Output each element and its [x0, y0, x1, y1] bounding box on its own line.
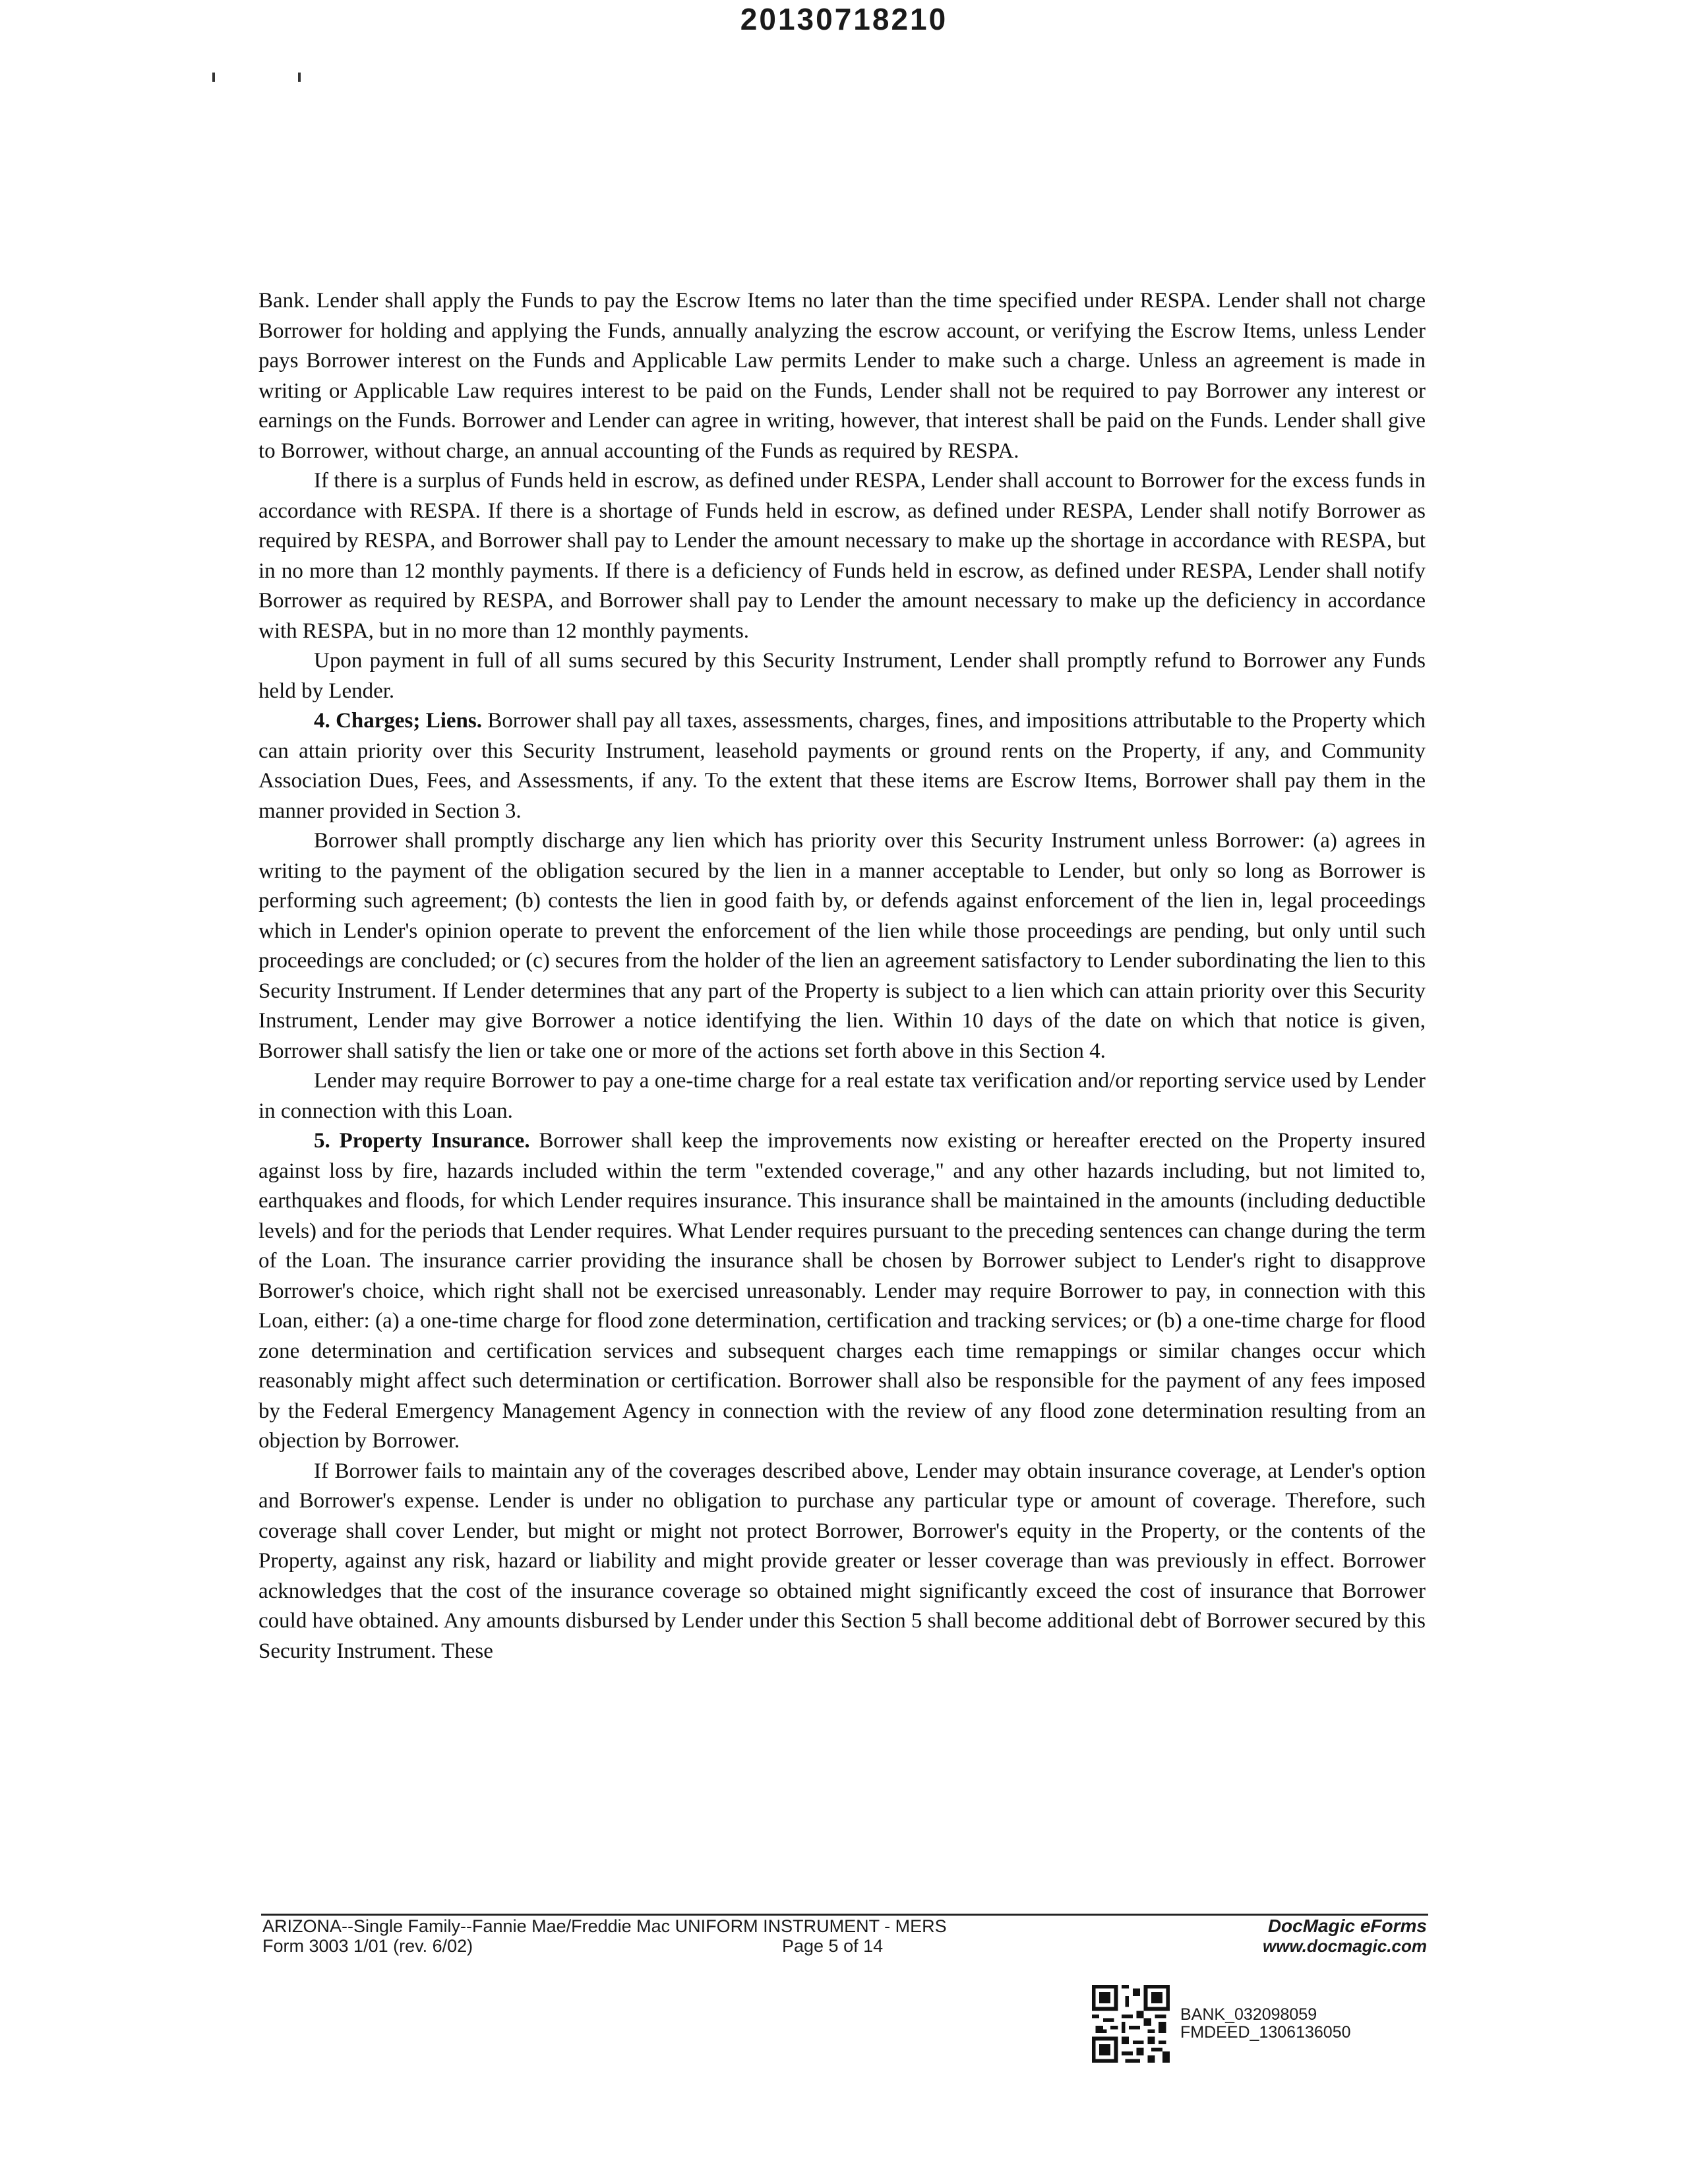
- scan-mark: [298, 73, 301, 82]
- section-4-text: Borrower shall pay all taxes, assessments, charges, fines, and impositions attributable to the Property which can attain priority over this Security Instrument, leasehold payments or ground rents on the Property, if any, and Community Association Dues, Fees, and Assessments, if any. To the extent that these items are Escrow Items, Borrower shall pay them in the manner provided in Section 3.: [258, 709, 1426, 823]
- docmagic-url: www.docmagic.com: [1263, 1936, 1427, 1956]
- section-5-heading: 5. Property Insurance.: [314, 1129, 530, 1153]
- paragraph-discharge-lien: Borrower shall promptly discharge any lien which has priority over this Security Instrument unless Borrower: (a) agrees in writing to the payment of the obligation secured by the lien in a manner acceptable to Lender, but only so long as Borrower is performing such agreement; (b) contests the lien in good faith by, or defends against enforcement of the lien in, legal proceedings which in Lender's opinion operate to prevent the enforcement of the lien while those proceedings are pending, but only until such proceedings are concluded; or (c) secures from the holder of the lien an agreement satisfactory to Lender subordinating the lien to this Security Instrument. If Lender determines that any part of the Property is subject to a lien which can attain priority over this Security Instrument, Lender may give Borrower a notice identifying the lien. Within 10 days of the date on which that notice is given, Borrower shall satisfy the lien or take one or more of the actions set forth above in this Section 4.: [258, 829, 1426, 1063]
- footer-form-number: Form 3003 1/01 (rev. 6/02): [262, 1936, 473, 1956]
- section-5-property-insurance: [258, 1126, 1426, 1457]
- footer-divider: [261, 1914, 1428, 1916]
- footer-form-title: ARIZONA--Single Family--Fannie Mae/Freddie Mac UNIFORM INSTRUMENT - MERS: [262, 1916, 947, 1936]
- paragraph-escrow-funds: Bank. Lender shall apply the Funds to pay the Escrow Items no later than the time specified under RESPA. Lender shall not charge Borrower for holding and applying the Funds, annually analyzing the escrow account, or verifying the Escrow Items, unless Lender pays Borrower interest on the Funds and Applicable Law permits Lender to make such a charge. Unless an agreement is made in writing or Applicable Law requires interest to be paid on the Funds, Lender shall not be required to pay Borrower any interest or earnings on the Funds. Borrower and Lender can agree in writing, however, that interest shall be paid on the Funds. Lender shall give to Borrower, without charge, an annual accounting of the Funds as required by RESPA.: [258, 289, 1426, 463]
- paragraph-tax-verification: Lender may require Borrower to pay a one-time charge for a real estate tax verification and/or reporting service used by Lender in connection with this Loan.: [258, 1069, 1426, 1123]
- recording-number: 20130718210: [740, 2, 948, 36]
- paragraph-refund: Upon payment in full of all sums secured by this Security Instrument, Lender shall promptly refund to Borrower any Funds held by Lender.: [258, 649, 1426, 703]
- section-4-charges-liens: [258, 706, 1426, 826]
- section-4-heading: 4. Charges; Liens.: [314, 709, 482, 733]
- barcode-deed-id: FMDEED_1306136050: [1180, 2023, 1351, 2042]
- paragraph-surplus: If there is a surplus of Funds held in escrow, as defined under RESPA, Lender shall account to Borrower for the excess funds in accordance with RESPA. If there is a shortage of Funds held in escrow, as defined under RESPA, Lender shall notify Borrower as required by RESPA, and Borrower shall pay to Lender the amount necessary to make up the shortage in accordance with RESPA, but in no more than 12 monthly payments. If there is a deficiency of Funds held in escrow, as defined under RESPA, Lender shall notify Borrower as required by RESPA, and Borrower shall pay to Lender the amount necessary to make up the deficiency in accordance with RESPA, but in no more than 12 monthly payments.: [258, 469, 1426, 643]
- barcode-label: [1180, 2006, 1351, 2042]
- footer-brand: [1263, 1916, 1427, 1956]
- scan-mark: [212, 73, 215, 82]
- docmagic-logo: DocMagic eForms: [1267, 1916, 1427, 1936]
- paragraph-coverage-failure: If Borrower fails to maintain any of the coverages described above, Lender may obtain insurance coverage, at Lender's option and Borrower's expense. Lender is under no obligation to purchase any particular type or amount of coverage. Therefore, such coverage shall cover Lender, but might or might not protect Borrower, Borrower's equity in the Property, or the contents of the Property, against any risk, hazard or liability and might provide greater or lesser coverage than was previously in effect. Borrower acknowledges that the cost of the insurance coverage so obtained might significantly exceed the cost of insurance that Borrower could have obtained. Any amounts disbursed by Lender under this Section 5 shall become additional debt of Borrower secured by this Security Instrument. These: [258, 1459, 1426, 1663]
- footer-page-number: Page 5 of 14: [782, 1936, 884, 1956]
- document-body: [258, 286, 1426, 1666]
- qr-code-icon: [1092, 1985, 1170, 2063]
- barcode-bank-id: BANK_032098059: [1180, 2005, 1317, 2024]
- section-5-text: Borrower shall keep the improvements now existing or hereafter erected on the Property insured against loss by fire, hazards included within the term "extended coverage," and any other hazards including, but not limited to, earthquakes and floods, for which Lender requires insurance. This insurance shall be maintained in the amounts (including deductible levels) and for the periods that Lender requires. What Lender requires pursuant to the preceding sentences can change during the term of the Loan. The insurance carrier providing the insurance shall be chosen by Borrower subject to Lender's right to disapprove Borrower's choice, which right shall not be exercised unreasonably. Lender may require Borrower to pay, in connection with this Loan, either: (a) a one-time charge for flood zone determination, certification and tracking services; or (b) a one-time charge for flood zone determination and certification services and subsequent charges each time remappings or similar changes occur which reasonably might affect such determination or certification. Borrower shall also be responsible for the payment of any fees imposed by the Federal Emergency Management Agency in connection with the review of any flood zone determination resulting from an objection by Borrower.: [258, 1129, 1426, 1453]
